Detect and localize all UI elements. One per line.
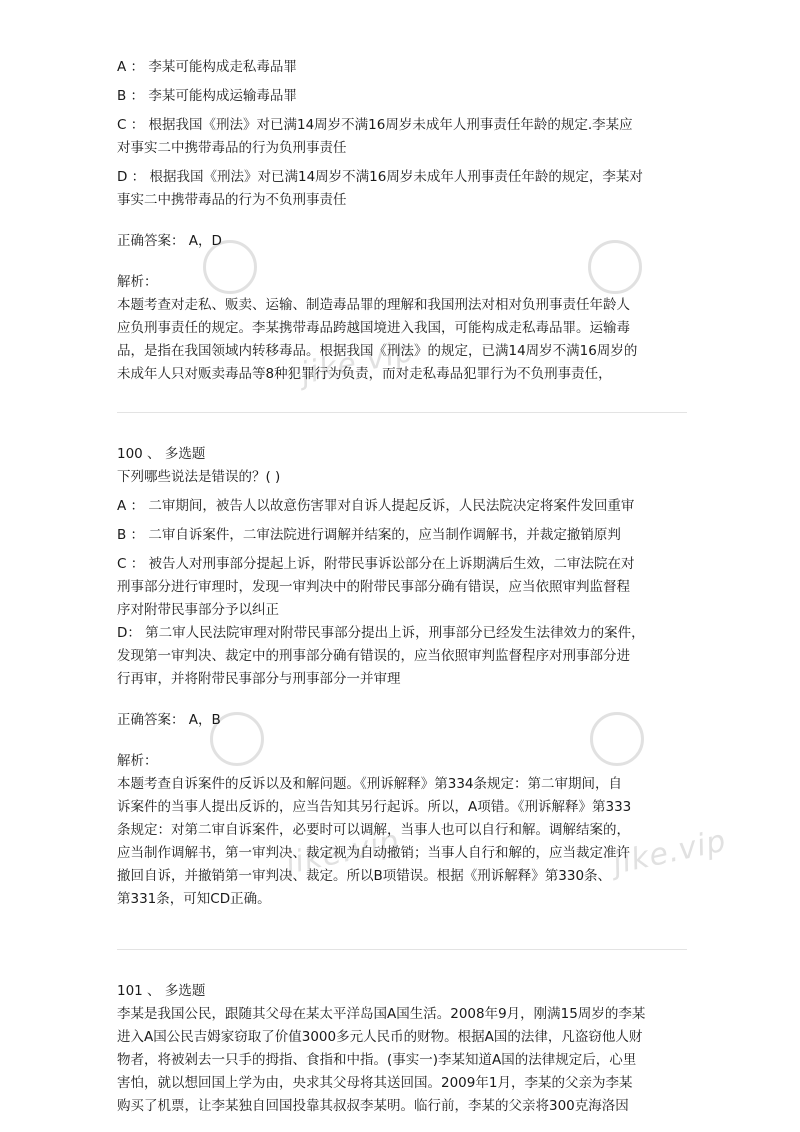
question-100 <box>117 443 687 911</box>
analysis-line: 未成年人只对贩卖毒品等8种犯罪行为负责，而对走私毒品犯罪行为不负刑事责任， <box>117 366 612 382</box>
analysis-line: 撤回自诉，并撤销第一审判决、裁定。所以B项错误。根据《刑诉解释》第330条、 <box>117 868 612 884</box>
analysis-label: 解析： <box>117 274 158 290</box>
option-d-cont: 行再审，并将附带民事部分与刑事部分一并审理 <box>117 671 401 687</box>
analysis-line: 本题考查对走私、贩卖、运输、制造毒品罪的理解和我国刑法对相对负刑事责任年龄人 <box>117 297 630 313</box>
question-stem: 下列哪些说法是错误的？( ) <box>117 469 281 485</box>
option-a: A ： 李某可能构成走私毒品罪 <box>117 59 297 75</box>
question-header: 101 、 多选题 <box>117 983 206 999</box>
watermark-text: jike.vip <box>297 333 418 392</box>
question-stem: 害怕，就以想回国上学为由，央求其父母将其送回国。2009年1月，李某的父亲为李某 <box>117 1075 633 1091</box>
option-a: A ： 二审期间，被告人以故意伤害罪对自诉人提起反诉，人民法院决定将案件发回重审 <box>117 498 635 514</box>
watermark-text: jike.vip <box>282 823 403 882</box>
document-page <box>117 56 687 1118</box>
analysis-line: 品，是指在我国领域内转移毒品。根据我国《刑法》的规定，已满14周岁不满16周岁的 <box>117 343 638 359</box>
option-b: B ： 李某可能构成运输毒品罪 <box>117 88 297 104</box>
correct-answer: 正确答案： A，B <box>117 712 221 728</box>
watermark-text: jike.vip <box>609 823 730 882</box>
analysis-line: 诉案件的当事人提出反诉的，应当告知其另行起诉。所以，A项错。《刑诉解释》第333 <box>117 799 632 815</box>
question-header: 100 、 多选题 <box>117 446 206 462</box>
question-divider <box>117 412 687 413</box>
question-stem: 李某是我国公民，跟随其父母在某太平洋岛国A国生活。2008年9月，刚满15周岁的李某 <box>117 1006 646 1022</box>
analysis-line: 第331条，可知CD正确。 <box>117 891 271 907</box>
option-c: C ： 根据我国《刑法》对已满14周岁不满16周岁未成年人刑事责任年龄的规定.李某应 <box>117 117 633 133</box>
question-stem: 进入A国公民吉姆家窃取了价值3000多元人民币的财物。根据A国的法律，凡盗窃他人财 <box>117 1029 643 1045</box>
analysis-line: 条规定：对第二审自诉案件，必要时可以调解，当事人也可以自行和解。调解结案的， <box>117 822 630 838</box>
analysis-line: 应负刑事责任的规定。李某携带毒品跨越国境进入我国，可能构成走私毒品罪。运输毒 <box>117 320 630 336</box>
option-c-cont: 序对附带民事部分予以纠正 <box>117 602 279 618</box>
analysis-line: 本题考查自诉案件的反诉以及和解问题。《刑诉解释》第334条规定：第二审期间，自 <box>117 776 623 792</box>
option-c: C ： 被告人对刑事部分提起上诉，附带民事诉讼部分在上诉期满后生效，二审法院在对 <box>117 556 635 572</box>
option-c-cont: 对事实二中携带毒品的行为负刑事责任 <box>117 140 347 156</box>
option-b: B ： 二审自诉案件，二审法院进行调解并结案的，应当制作调解书，并裁定撤销原判 <box>117 527 621 543</box>
analysis-line: 应当制作调解书，第一审判决、裁定视为自动撤销；当事人自行和解的，应当裁定准许 <box>117 845 630 861</box>
option-d-cont: 事实二中携带毒品的行为不负刑事责任 <box>117 192 347 208</box>
analysis-label: 解析： <box>117 753 158 769</box>
question-99 <box>117 56 687 386</box>
question-divider <box>117 949 687 950</box>
question-stem: 物者，将被剁去一只手的拇指、食指和中指。(事实一)李某知道A国的法律规定后，心里 <box>117 1052 637 1068</box>
correct-answer: 正确答案： A，D <box>117 233 222 249</box>
option-c-cont: 刑事部分进行审理时，发现一审判决中的附带民事部分确有错误，应当依照审判监督程 <box>117 579 630 595</box>
option-d-cont: 发现第一审判决、裁定中的刑事部分确有错误的，应当依照审判监督程序对刑事部分进 <box>117 648 630 664</box>
question-101 <box>117 980 687 1118</box>
option-d: D ： 根据我国《刑法》对已满14周岁不满16周岁未成年人刑事责任年龄的规定，李某对 <box>117 169 643 185</box>
option-d: D： 第二审人民法院审理对附带民事部分提出上诉，刑事部分已经发生法律效力的案件， <box>117 625 645 641</box>
question-stem: 购买了机票，让李某独自回国投靠其叔叔李某明。临行前，李某的父亲将300克海洛因 <box>117 1098 629 1114</box>
